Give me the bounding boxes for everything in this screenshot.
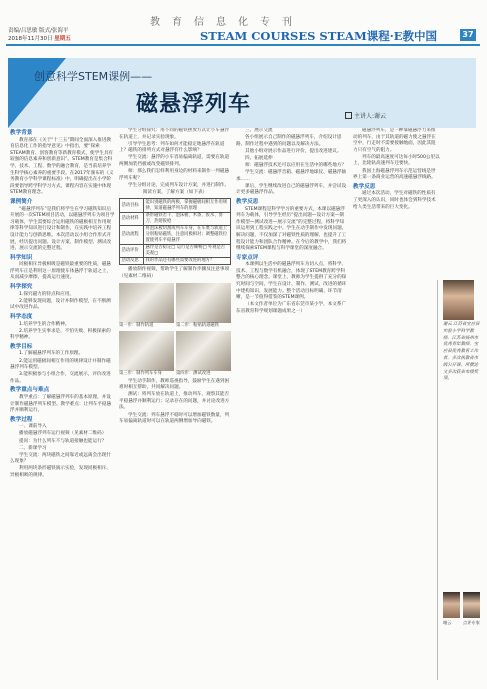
magazine-title: 教育信息化专刊 [150,17,304,28]
photo-cell [119,331,174,377]
table-row [120,257,231,265]
paragraph: 一、课前导入 [19,424,47,430]
paragraph: 师：磁悬浮技术还可以应用在生活中的哪些地方？ [245,162,347,168]
photo-caption: 第二步：粘贴轨道磁铁 [176,322,219,328]
paragraph: 二、新课学习 [19,445,47,451]
editor-line: 责编/吕思敏 版式/张海平 [8,28,69,34]
paragraph: 各小组展示自己制作的磁悬浮列车，介绍设计思路、制作过程中遇到的问题以及解决方法。 [236,135,342,147]
section-heading: 课例简介 [10,198,33,205]
section-heading: 教学反思 [236,198,259,205]
table-row [120,212,231,225]
table-cell-key: 活动流程 [120,225,144,244]
table-cell-value: 悬浮是否稳定□ 运行是否顺畅□ 外观是否美观□ [144,244,231,257]
process-photo [119,331,174,371]
paragraph: 测试：将列车放在轨道上，推动列车，观察其能否平稳悬浮并顺利运行；记录存在的问题，并讨论改进方法。 [119,392,230,411]
paragraph: “磁悬浮列车”是我们将学生在学习磁铁知识后开展的一次STEM项目活动，以磁悬浮列车为项目学习载体，学生需要综合运用磁铁的磁极相互作用规律等科学知识进行设计和制作，在实践中培养工程设计能力与创新思维。本次活动以小组合作形式开展，经历提出问题、设计方案、制作模型、测试改进、展示交流的完整过程。 [10,206,115,252]
column-3 [236,128,348,683]
section-heading: 教学重点与难点 [10,387,50,394]
paragraph: 课后，学生继续改进自己的磁悬浮列车，并尝试设计更多磁悬浮作品。 [236,183,347,196]
column-1 [10,128,115,683]
masthead-info [8,27,71,43]
paragraph: 播放制作视频，帮助学生了解制作步骤及注意事项（见素材二维码） [119,267,230,279]
process-photo [176,331,231,371]
photo-cell [176,283,231,329]
paragraph: 磁悬浮列车，是一种靠磁悬浮力来推动的列车，由于其轨道的磁力使之悬浮在空中，行走时不需要接触地面，因此其阻力只有空气的阻力。 [353,128,436,153]
avatar [463,592,480,618]
weekday: 星期五 [54,36,71,42]
paragraph: 2.培养学生实事求是、不怕失败、积极探索的科学精神。 [10,328,111,341]
byline [345,111,386,120]
section-heading: 科学探究 [10,284,33,291]
section-heading: 教学过程 [10,416,33,423]
page-number: 37 [460,29,476,41]
paragraph: 2.能运用磁极间相互作用的规律设计并制作磁悬浮列车模型。 [10,358,111,371]
table-cell-key: 活动反思 [120,257,144,265]
paragraph: 师：那么我们怎样利用身边的材料来制作一列磁悬浮列车呢？ [119,169,230,181]
avatar-caption: 谢云 [443,620,452,625]
paragraph: 学生分组探究：用不同的磁铁摆放方式让小车悬浮在轨道上，并记录实验现象。 [119,128,230,140]
paragraph: 本课例以生活中的磁悬浮列车为切入点，将科学、技术、工程与数学有机融合，体现了STEM教育跨学科整合的核心理念。课堂上，教师为学生提供了充分的探究时间与空间，学生在设计、制作、测试、改进的循环中建构知识、发展能力。整个活动目标明确、环节清晰，是一节值得借鉴的STEM课例。 [236,262,347,301]
photo-caption: 第一步：制作轨道 [119,322,154,328]
table-cell-value: 能识别磁铁的两极，掌握磁极间相互作用规律，知道磁悬浮列车的原理 [144,199,231,212]
paragraph: 1.了解磁悬浮列车的工作原理。 [19,351,84,357]
sidebar-divider [437,280,438,680]
table-cell-value: 将泡沫板切割成列车车身，在车底与轨道上分别粘贴磁铁，注意同极相对；调整磁铁位置使列车平稳悬浮 [144,225,231,244]
section-title: STEAM COURSES STEAM课程·E教中国 [200,29,437,43]
table-cell-key: 活动材料 [120,212,144,225]
paragraph: 学生动手制作，教师巡视指导，鼓励学生在遇到困难时相互帮助，共同解决问题。 [119,378,230,391]
paragraph: 学生交流：列车悬浮不稳时可以增加磁铁数量，列车易偏离轨道时可以在轨道两侧增加导向磁铁。 [119,412,230,425]
section-heading: 教学目标 [10,343,33,350]
paragraph: 三、展示交流 [245,128,273,133]
section-heading: 专家点评 [236,254,259,261]
paragraph: 学生分组讨论，完成列车设计方案，并进行制作。 [128,182,230,188]
paragraph: 我国上海磁悬浮列车示范运营线是世界上第一条商业运营的高速磁悬浮线路。 [353,168,436,181]
paragraph: 播放磁悬浮列车运行视频（见素材二维码） [19,431,107,437]
photo-cell [119,283,174,329]
section-heading: 科学知识 [10,254,33,261]
table-cell-key: 活动评价 [120,244,144,257]
table-caption: 阅读方案，了解方案（如下表） [142,189,208,195]
paragraph: STEM课程是科学学习的重要方式，本课以磁悬浮列车为载体，引导学生经历“提出问题—设计方案—制作模型—测试改进—展示交流”的完整过程，将科学知识运用到工程实践之中。学生在动手制作中发现问题、解决问题，不仅加深了对磁铁性质的理解，也提升了工程设计能力和团队合作精神。在今后的教学中，我们将继续探索STEM课程与科学课堂的深度融合。 [236,206,347,252]
process-photo [176,283,231,323]
table-row [120,225,231,244]
byline-square-icon [345,112,352,119]
paragraph: 学生交流：磁悬浮音箱、磁悬浮地球仪、磁悬浮轴承…… [236,170,347,182]
paragraph: 1.培养学生的合作精神。 [19,321,70,327]
paragraph: 通过本次活动，学生对磁铁的性质有了更深入的认识，同时也体会到科学技术给人类生活带来的巨大变化。 [353,191,436,210]
column-2 [119,128,231,683]
paragraph: 2.能够发现问题，设计并制作模型，在不断测试中改进作品。 [10,298,111,311]
paragraph: 学生交流：两块磁铁之间靠近或远离会出现什么现象？ [10,452,111,465]
series-title: 创意科学STEM课例—— [34,70,153,83]
avatar [443,592,460,618]
photo-caption: 第三步：制作列车车身 [119,370,162,376]
table-cell-value: 我的作品还有哪些需要改进的地方？ [144,257,231,265]
paragraph: 教学重点：了解磁悬浮列车的基本原理，并设计制作磁悬浮列车模型。教学难点：让列车平稳悬浮并顺利运行。 [10,394,112,414]
section-heading: 教学背景 [10,130,33,136]
column-4 [353,128,440,683]
author-note: （本文作者单位为广东省东莞市某小学，本文系广东省教育科学规划课题成果之一） [236,302,347,314]
paragraph: 教育部在《关于“十三五”期间全面深入推进教育信息化工作的指导意见》中指出，要“探索STEAM教育、创客教育等新教育模式，使学生具有较强的信息素养和创新意识”。STEM教育是集合科学、技术、工程、数学的融合教育，是当前培养学生科学核心素养的重要手段。在2017年颁布的《义务教育小学科学课程标准》中，明确提出在小学阶段要倡导跨学科学习方式，课程内容在实施中体现STEM教育理念。 [10,137,114,196]
section-heading: 科学态度 [10,313,33,320]
top-divider [6,44,480,46]
photo-cell [176,331,231,377]
paragraph: 3.能积极参与小组合作，交流展示，评价改进作品。 [10,372,111,384]
activity-table [119,198,231,265]
table-cell-value: 条形磁铁若干、泡沫板、木条、胶水、剪刀、热熔胶枪 [144,212,231,225]
photo-caption: 第四步：测试改进 [176,370,211,376]
paragraph: 其他小组对展示作品进行评价，提出改进建议。 [245,148,342,154]
author-photo [443,280,474,320]
process-photo [119,283,174,323]
author-bio: 谢云 江苏省宝应县实验小学科学教师，江苏省扬州市优秀青年教师，宝应县优秀教育工作者，多次执教省市级公开课，所撰论文多次获省市级奖项。 [443,322,480,382]
paragraph: 提问：为什么列车不与轨道接触也能运行？ [19,438,107,444]
masthead [0,0,487,46]
article-title: 磁悬浮列车 [136,92,252,117]
section-heading: 教学反思 [353,183,376,190]
paragraph: 利用两块条形磁铁演示实验，发现同极相斥、异极相吸的规律。 [10,466,111,478]
paragraph: 学生交流：悬浮的小车容易偏离轨道，需要在轨道两侧加装挡板或改变磁铁排列。 [119,155,230,167]
paragraph: 同极相斥异极相吸是磁铁最重要的性质，磁悬浮列车正是利用这一原理使车体悬浮于轨道之上，从而减少摩擦、提高运行速度。 [10,262,112,281]
table-row [120,199,231,212]
paragraph: 1.探究磁力的特点和应用。 [19,291,74,297]
paragraph: 引导学生思考：列车如何才能稳定地悬浮在轨道上？磁铁的排列方式对悬浮有什么影响？ [119,141,225,154]
table-cell-key: 活动目标 [120,199,144,212]
avatar-caption: 点评专家 [463,620,480,625]
title-banner [8,58,476,128]
byline-text: 主讲人:谢云 [354,113,387,120]
issue-date: 2018年11月30日 [8,36,53,42]
paragraph: 列车的最高速度可达每小时500公里以上，比轮轨高速列车还要快。 [353,154,440,167]
paragraph: 四、拓展延伸 [245,155,273,161]
photo-grid [119,283,231,377]
table-row [120,244,231,257]
